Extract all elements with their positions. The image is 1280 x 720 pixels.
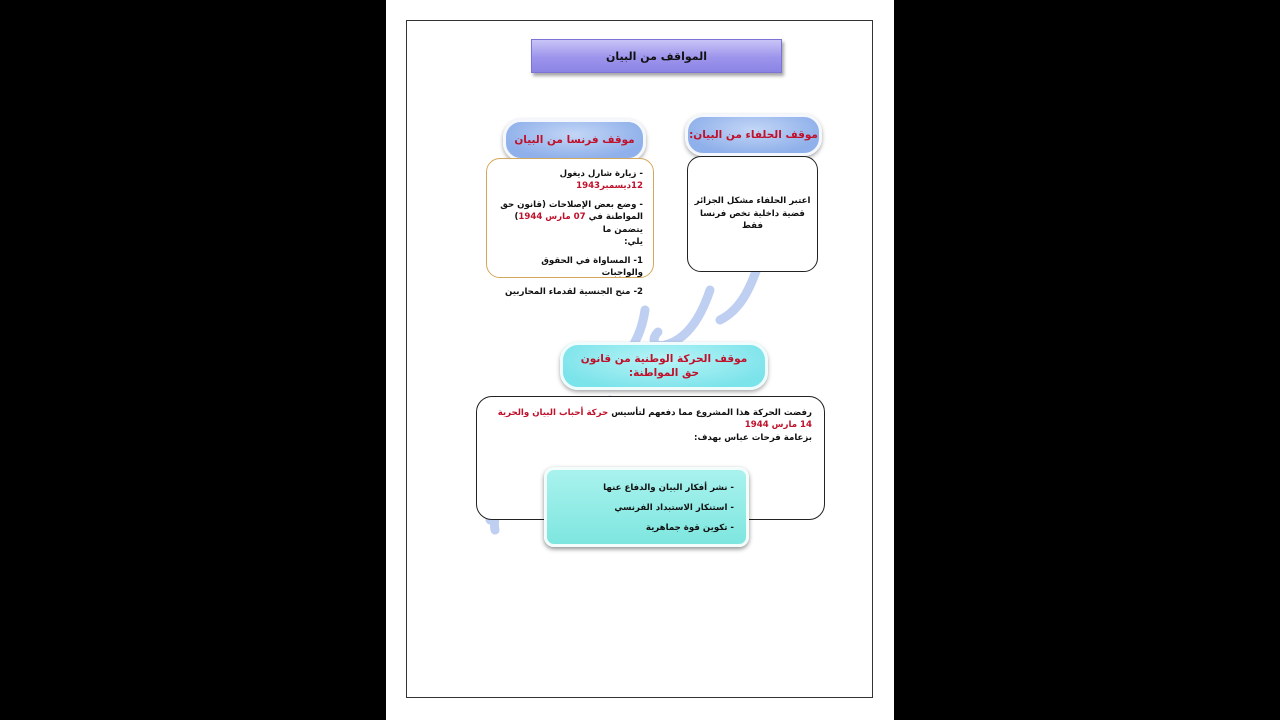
goal-item: - استنكار الاستبداد الفرنسي: [614, 503, 734, 514]
goal-item: - نشر أفكار البيان والدفاع عنها: [603, 483, 734, 493]
reforms-line-2: المواطنة في 07 مارس 1944) يتضمن ما: [514, 212, 643, 235]
movement-text-line-2: بزعامة فرحات عباس بهدف:: [694, 432, 812, 443]
movement-text-line-1: رفضت الحركة هذا المشروع مما دفعهم لتأسيس حركة أحباب البيان والحرية 14 مارس 1944: [497, 408, 812, 431]
reform-date: 07 مارس 1944: [518, 212, 586, 223]
allies-text: اعتبر الحلفاء مشكل الجزائر قضية داخلية تخص فرنسا فقط: [694, 196, 811, 232]
france-heading-label: موقف فرنسا من البيان: [514, 133, 635, 146]
france-heading: [503, 119, 646, 161]
page-title: المواقف من البيان: [531, 39, 782, 73]
reform-item-2: 2- منح الجنسية لقدماء المحاربين: [505, 286, 643, 297]
france-position-box: [486, 158, 654, 297]
goal-item: - تكوين قوة جماهرية: [645, 523, 734, 534]
allies-position-box: [687, 156, 818, 272]
allies-heading-label: موقف الحلفاء من البيان:: [689, 128, 818, 141]
degaulle-visit: - زيارة شارل ديغول 12ديسمبر1943: [559, 169, 643, 192]
visit-date: 12ديسمبر1943: [576, 181, 643, 192]
reforms-line-3: يلي:: [624, 237, 643, 248]
party-name: حركة أحباب البيان والحرية 14 مارس 1944: [497, 408, 812, 431]
reform-item-1: 1- المساواة في الحقوق والواجبات: [541, 255, 643, 279]
movement-heading: [560, 342, 768, 390]
reforms-line-1: - وضع بعض الإصلاحات (قانون حق: [500, 199, 643, 210]
goals-box: [544, 467, 749, 547]
movement-heading-label: موقف الحركة الوطنية من قانون حق المواطنة:: [580, 352, 748, 379]
allies-heading: [685, 114, 822, 156]
